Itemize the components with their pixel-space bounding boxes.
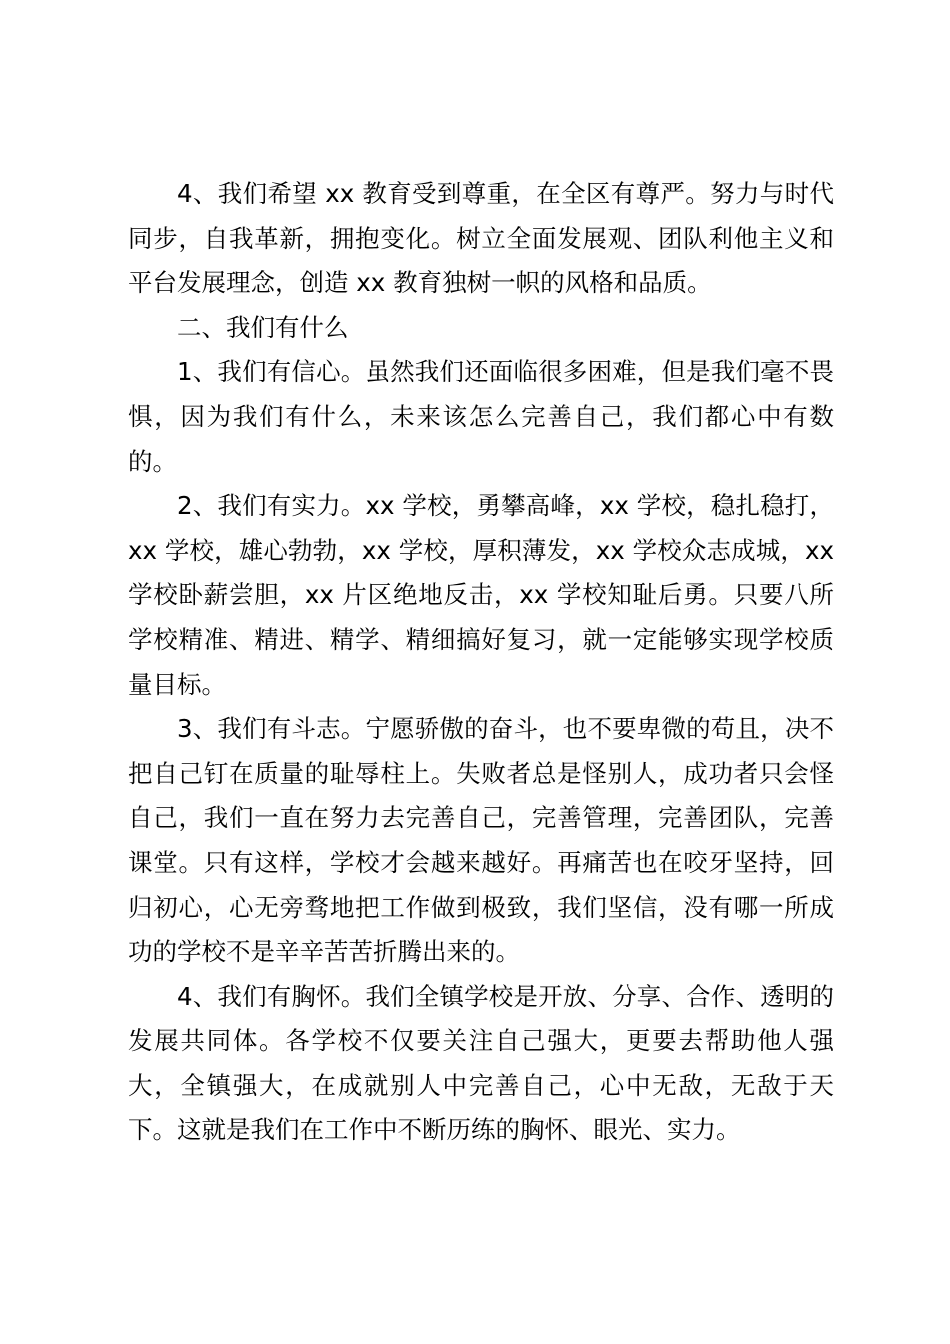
paragraph-fighting-spirit: 3、我们有斗志。宁愿骄傲的奋斗，也不要卑微的苟且，决不把自己钉在质量的耻辱柱上。失败者总是怪别人，成功者只会怪自己，我们一直在努力去完善自己，完善管理，完善团队，完善课堂。只有这样，学校才会越来越好。再痛苦也在咬牙坚持，回归初心，心无旁骛地把工作做到极致，我们坚信，没有哪一所成功的学校不是辛辛苦苦折腾出来的。 xyxy=(128,714,834,967)
paragraph-strength: 2、我们有实力。xx 学校，勇攀高峰，xx 学校，稳扎稳打，xx 学校，雄心勃勃，xx 学校，厚积薄发，xx 学校众志成城，xx 学校卧薪尝胆，xx 片区绝地反击，xx 学校知耻后勇。只要八所学校精准、精进、精学、精细搞好复习，就一定能够实现学校质量目标。 xyxy=(128,491,834,699)
paragraph-confidence: 1、我们有信心。虽然我们还面临很多困难，但是我们毫不畏惧，因为我们有什么，未来该怎么完善自己，我们都心中有数的。 xyxy=(128,357,834,476)
section-heading-what-we-have: 二、我们有什么 xyxy=(177,312,349,342)
paragraph-goal-4: 4、我们希望 xx 教育受到尊重，在全区有尊严。努力与时代同步，自我革新，拥抱变化。树立全面发展观、团队利他主义和平台发展理念，创造 xx 教育独树一帜的风格和品质。 xyxy=(128,179,834,298)
paragraph-broad-mind: 4、我们有胸怀。我们全镇学校是开放、分享、合作、透明的发展共同体。各学校不仅要关注自己强大，更要去帮助他人强大，全镇强大，在成就别人中完善自己，心中无敌，无敌于天下。这就是我们在工作中不断历练的胸怀、眼光、实力。 xyxy=(128,981,834,1145)
document-body xyxy=(128,172,834,1153)
